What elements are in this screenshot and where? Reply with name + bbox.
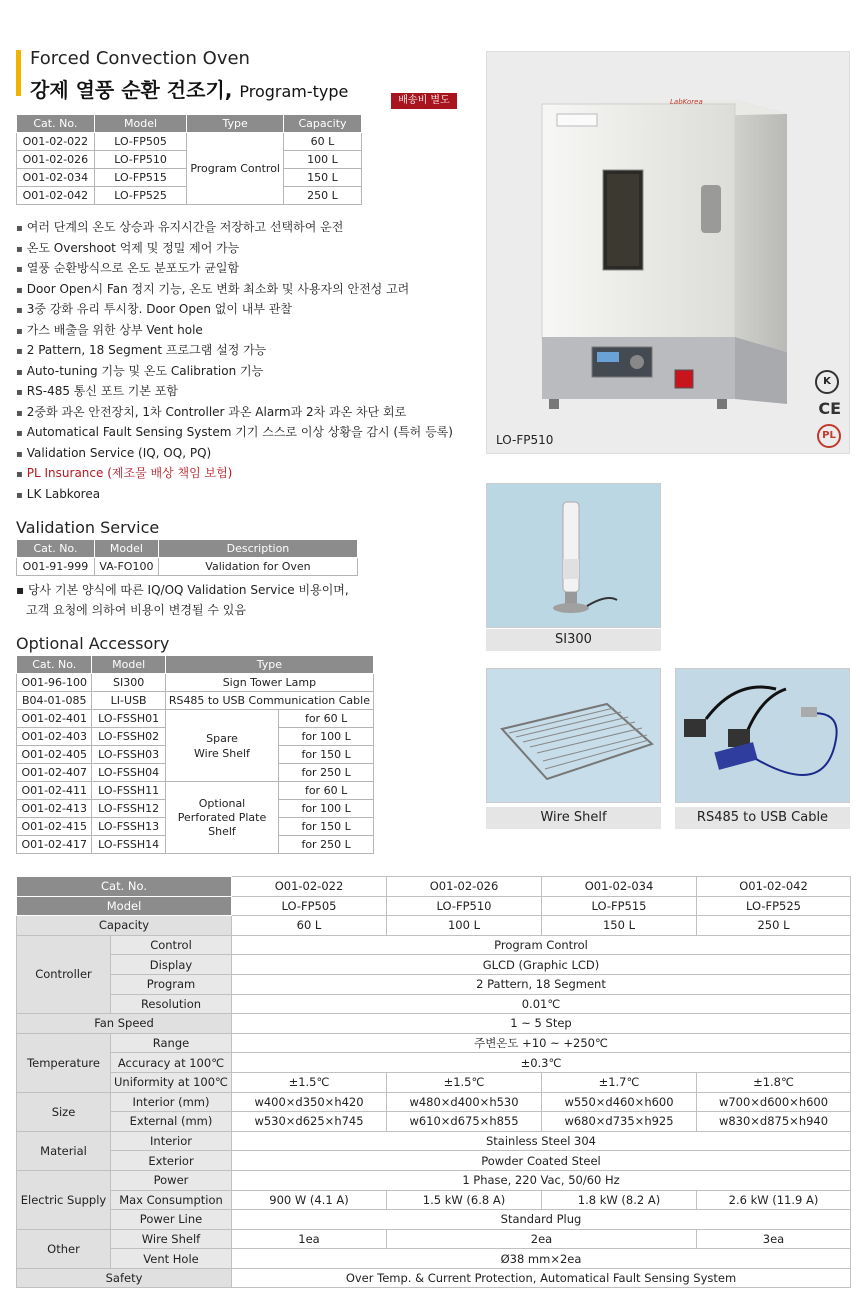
cell-model: LO-FP505 bbox=[94, 133, 187, 151]
cell-cat: O01-02-042 bbox=[17, 187, 95, 205]
spec-model-value: LO-FP525 bbox=[697, 896, 851, 916]
cell-model: LO-FSSH04 bbox=[92, 764, 165, 782]
si300-caption: SI300 bbox=[486, 629, 661, 651]
table-row bbox=[17, 674, 374, 692]
product-table bbox=[16, 114, 362, 205]
spec-cat-value: O01-02-026 bbox=[387, 877, 542, 897]
header-cat: Cat. No. bbox=[17, 656, 92, 674]
cell-capacity: 250 L bbox=[283, 187, 361, 205]
spec-sub-label: Wire Shelf bbox=[111, 1229, 232, 1249]
table-row bbox=[17, 782, 374, 800]
cell-cat: B04-01-085 bbox=[17, 692, 92, 710]
spec-sub-label: Uniformity at 100℃ bbox=[111, 1072, 232, 1092]
spec-sub-label: Resolution bbox=[111, 994, 232, 1014]
spec-row-model bbox=[17, 896, 851, 916]
spec-sub-label: Display bbox=[111, 955, 232, 975]
spec-value: ±0.3℃ bbox=[232, 1053, 851, 1073]
spec-fan-label: Fan Speed bbox=[17, 1014, 232, 1034]
cell-cat: O01-96-100 bbox=[17, 674, 92, 692]
spec-row-power bbox=[17, 1170, 851, 1190]
list-item-pl-insurance: ▪ PL Insurance (제조물 배상 책임 보험) bbox=[16, 463, 453, 484]
spec-capacity-label: Capacity bbox=[17, 916, 232, 936]
oven-illustration bbox=[487, 52, 851, 455]
spec-model-value: LO-FP515 bbox=[542, 896, 697, 916]
cell-model: LO-FSSH14 bbox=[92, 836, 165, 854]
cell-size: for 150 L bbox=[279, 746, 374, 764]
spec-sub-label: Control bbox=[111, 935, 232, 955]
list-item: ▪ 온도 Overshoot 억제 및 정밀 제어 가능 bbox=[16, 238, 453, 259]
spec-group-other: Other bbox=[17, 1229, 111, 1268]
spec-value: 2 Pattern, 18 Segment bbox=[232, 974, 851, 994]
cell-model: LO-FSSH03 bbox=[92, 746, 165, 764]
spec-model-value: LO-FP505 bbox=[232, 896, 387, 916]
spec-value: 0.01℃ bbox=[232, 994, 851, 1014]
cell-size: for 150 L bbox=[279, 818, 374, 836]
note-line-1: ▪ 당사 기본 양식에 따른 IQ/OQ Validation Service 비용이며, bbox=[16, 583, 349, 597]
cell-perf-type: Optional Perforated Plate Shelf bbox=[165, 782, 278, 854]
cell-type: Program Control bbox=[187, 133, 284, 205]
list-item: ▪ Validation Service (IQ, OQ, PQ) bbox=[16, 443, 453, 464]
spec-value: Stainless Steel 304 bbox=[232, 1131, 851, 1151]
cell-model: LI-USB bbox=[92, 692, 165, 710]
spec-row-safety bbox=[17, 1268, 851, 1288]
spec-row-cat bbox=[17, 877, 851, 897]
cell-model: LO-FP515 bbox=[94, 169, 187, 187]
spec-sub-label: External (mm) bbox=[111, 1112, 232, 1132]
spec-model-label: Model bbox=[17, 896, 232, 916]
spec-row-accuracy bbox=[17, 1053, 851, 1073]
cell-model: LO-FSSH02 bbox=[92, 728, 165, 746]
feature-list bbox=[16, 217, 453, 504]
spec-sub-label: Interior (mm) bbox=[111, 1092, 232, 1112]
spec-value: Program Control bbox=[232, 935, 851, 955]
korean-title: 강제 열풍 순환 건조기, Program-type bbox=[30, 78, 349, 102]
list-item: ▪ 2중화 과온 안전장치, 1차 Controller 과온 Alarm과 2차 과온 차단 회로 bbox=[16, 402, 453, 423]
spec-safety-label: Safety bbox=[17, 1268, 232, 1288]
spec-value: ±1.8℃ bbox=[697, 1072, 851, 1092]
cell-cat: O01-02-401 bbox=[17, 710, 92, 728]
cell-cat: O01-02-405 bbox=[17, 746, 92, 764]
spec-row-program bbox=[17, 974, 851, 994]
rs485-cable-caption: RS485 to USB Cable bbox=[675, 807, 850, 829]
cell-model: VA-FO100 bbox=[94, 558, 158, 576]
rs485-cable-image bbox=[675, 668, 850, 803]
validation-title: Validation Service bbox=[16, 518, 160, 537]
table-row bbox=[17, 710, 374, 728]
validation-note bbox=[16, 580, 349, 620]
si300-image bbox=[486, 483, 661, 628]
spec-capacity-value: 250 L bbox=[697, 916, 851, 936]
spec-group-temperature: Temperature bbox=[17, 1033, 111, 1092]
spec-sub-label: Exterior bbox=[111, 1151, 232, 1171]
pl-mark-icon: PL bbox=[817, 424, 841, 448]
spec-capacity-value: 100 L bbox=[387, 916, 542, 936]
header-model: Model bbox=[94, 115, 187, 133]
list-item: ▪ 2 Pattern, 18 Segment 프로그램 설정 가능 bbox=[16, 340, 453, 361]
spec-value: 주변온도 +10 ~ +250℃ bbox=[232, 1033, 851, 1053]
spec-value: ±1.7℃ bbox=[542, 1072, 697, 1092]
sign-tower-lamp-illustration bbox=[487, 484, 662, 629]
spec-sub-label: Power bbox=[111, 1170, 232, 1190]
spec-row-max-consumption bbox=[17, 1190, 851, 1210]
spec-value: 1 ~ 5 Step bbox=[232, 1014, 851, 1034]
spec-row-interior-size bbox=[17, 1092, 851, 1112]
cell-model: LO-FSSH01 bbox=[92, 710, 165, 728]
shipping-badge: 배송비 별도 bbox=[391, 93, 457, 109]
spec-model-value: LO-FP510 bbox=[387, 896, 542, 916]
spec-value: w610×d675×h855 bbox=[387, 1112, 542, 1132]
accessory-title: Optional Accessory bbox=[16, 634, 170, 653]
ce-mark-icon: CE bbox=[818, 399, 841, 418]
header-model: Model bbox=[94, 540, 158, 558]
list-item: ▪ LK Labkorea bbox=[16, 484, 453, 505]
spec-value: Over Temp. & Current Protection, Automatical Fault Sensing System bbox=[232, 1268, 851, 1288]
spec-sub-label: Range bbox=[111, 1033, 232, 1053]
cell-size: for 60 L bbox=[279, 782, 374, 800]
cell-type: RS485 to USB Communication Cable bbox=[165, 692, 373, 710]
spec-row-range bbox=[17, 1033, 851, 1053]
cell-size: for 60 L bbox=[279, 710, 374, 728]
spec-value: Standard Plug bbox=[232, 1210, 851, 1230]
spec-row-material-exterior bbox=[17, 1151, 851, 1171]
cell-model: LO-FP525 bbox=[94, 187, 187, 205]
list-item: ▪ 열풍 순환방식으로 온도 분포도가 균일함 bbox=[16, 258, 453, 279]
kc-mark-icon: K bbox=[815, 370, 839, 394]
cell-model: LO-FSSH13 bbox=[92, 818, 165, 836]
spec-row-external-size bbox=[17, 1112, 851, 1132]
cell-cat: O01-02-417 bbox=[17, 836, 92, 854]
wire-shelf-illustration bbox=[487, 669, 662, 804]
spec-value: ±1.5℃ bbox=[387, 1072, 542, 1092]
validation-header bbox=[17, 540, 358, 558]
cell-cat: O01-02-034 bbox=[17, 169, 95, 187]
cell-model: LO-FSSH11 bbox=[92, 782, 165, 800]
oven-model-label: LO-FP510 bbox=[496, 433, 554, 447]
wire-shelf-image bbox=[486, 668, 661, 803]
header-type: Type bbox=[187, 115, 284, 133]
cell-spare-type: Spare Wire Shelf bbox=[165, 710, 278, 782]
spec-value: 3ea bbox=[697, 1229, 851, 1249]
spec-value: Ø38 mm×2ea bbox=[232, 1249, 851, 1269]
header-cat: Cat. No. bbox=[17, 115, 95, 133]
cell-cat: O01-02-413 bbox=[17, 800, 92, 818]
cell-model: LO-FSSH12 bbox=[92, 800, 165, 818]
header-cat: Cat. No. bbox=[17, 540, 95, 558]
spec-value: 900 W (4.1 A) bbox=[232, 1190, 387, 1210]
cell-model: LO-FP510 bbox=[94, 151, 187, 169]
spec-cat-value: O01-02-022 bbox=[232, 877, 387, 897]
spec-value: 1.5 kW (6.8 A) bbox=[387, 1190, 542, 1210]
spec-value: w830×d875×h940 bbox=[697, 1112, 851, 1132]
accessory-table bbox=[16, 655, 374, 854]
spec-value: 1 Phase, 220 Vac, 50/60 Hz bbox=[232, 1170, 851, 1190]
spec-row-vent-hole bbox=[17, 1249, 851, 1269]
spec-row-power-line bbox=[17, 1210, 851, 1230]
cell-cat: O01-02-407 bbox=[17, 764, 92, 782]
oven-product-image bbox=[486, 51, 850, 454]
cell-model: SI300 bbox=[92, 674, 165, 692]
spec-cat-label: Cat. No. bbox=[17, 877, 232, 897]
spec-sub-label: Program bbox=[111, 974, 232, 994]
spec-value: w400×d350×h420 bbox=[232, 1092, 387, 1112]
spec-value: 2.6 kW (11.9 A) bbox=[697, 1190, 851, 1210]
spec-sub-label: Accuracy at 100℃ bbox=[111, 1053, 232, 1073]
cell-type: Sign Tower Lamp bbox=[165, 674, 373, 692]
specification-table bbox=[16, 876, 851, 1288]
product-table-header bbox=[17, 115, 362, 133]
list-item: ▪ 3중 강화 유리 투시창. Door Open 없이 내부 관찰 bbox=[16, 299, 453, 320]
spec-value: ±1.5℃ bbox=[232, 1072, 387, 1092]
wire-shelf-caption: Wire Shelf bbox=[486, 807, 661, 829]
spec-group-size: Size bbox=[17, 1092, 111, 1131]
spec-value: GLCD (Graphic LCD) bbox=[232, 955, 851, 975]
cell-cat: O01-02-022 bbox=[17, 133, 95, 151]
table-row bbox=[17, 558, 358, 576]
spec-row-wire-shelf bbox=[17, 1229, 851, 1249]
spec-value: 1ea bbox=[232, 1229, 387, 1249]
spec-sub-label: Interior bbox=[111, 1131, 232, 1151]
spec-cat-value: O01-02-034 bbox=[542, 877, 697, 897]
cell-cat: O01-02-403 bbox=[17, 728, 92, 746]
spec-sub-label: Power Line bbox=[111, 1210, 232, 1230]
spec-value: w530×d625×h745 bbox=[232, 1112, 387, 1132]
cell-size: for 250 L bbox=[279, 764, 374, 782]
cell-cat: O01-02-415 bbox=[17, 818, 92, 836]
usb-cable-illustration bbox=[676, 669, 851, 804]
list-item: ▪ Automatical Fault Sensing System 기기 스스로 이상 상황을 감시 (특허 등록) bbox=[16, 422, 453, 443]
spec-capacity-value: 150 L bbox=[542, 916, 697, 936]
spec-value: Powder Coated Steel bbox=[232, 1151, 851, 1171]
spec-group-electric: Electric Supply bbox=[17, 1170, 111, 1229]
cell-cat: O01-91-999 bbox=[17, 558, 95, 576]
cell-capacity: 100 L bbox=[283, 151, 361, 169]
spec-value: 1.8 kW (8.2 A) bbox=[542, 1190, 697, 1210]
cell-cat: O01-02-026 bbox=[17, 151, 95, 169]
spec-value: w680×d735×h925 bbox=[542, 1112, 697, 1132]
list-item: ▪ Auto-tuning 기능 및 온도 Calibration 기능 bbox=[16, 361, 453, 382]
cell-size: for 100 L bbox=[279, 800, 374, 818]
accessory-header bbox=[17, 656, 374, 674]
list-item: ▪ 여러 단계의 온도 상승과 유지시간을 저장하고 선택하여 운전 bbox=[16, 217, 453, 238]
header-type: Type bbox=[165, 656, 373, 674]
oven-brand-label: LabKorea bbox=[670, 98, 703, 106]
spec-value: w480×d400×h530 bbox=[387, 1092, 542, 1112]
spec-sub-label: Max Consumption bbox=[111, 1190, 232, 1210]
spec-sub-label: Vent Hole bbox=[111, 1249, 232, 1269]
cell-cat: O01-02-411 bbox=[17, 782, 92, 800]
spec-value: 2ea bbox=[387, 1229, 697, 1249]
spec-row-control bbox=[17, 935, 851, 955]
english-title: Forced Convection Oven bbox=[30, 48, 250, 69]
cell-description: Validation for Oven bbox=[158, 558, 357, 576]
spec-row-material-interior bbox=[17, 1131, 851, 1151]
header-description: Description bbox=[158, 540, 357, 558]
header-capacity: Capacity bbox=[283, 115, 361, 133]
spec-value: w550×d460×h600 bbox=[542, 1092, 697, 1112]
spec-row-capacity bbox=[17, 916, 851, 936]
table-row bbox=[17, 133, 362, 151]
spec-row-fan bbox=[17, 1014, 851, 1034]
note-line-2: 고객 요청에 의하여 비용이 변경될 수 있음 bbox=[26, 603, 246, 617]
spec-value: w700×d600×h600 bbox=[697, 1092, 851, 1112]
list-item: ▪ Door Open시 Fan 정지 기능, 온도 변화 최소화 및 사용자의 안전성 고려 bbox=[16, 279, 453, 300]
spec-group-material: Material bbox=[17, 1131, 111, 1170]
header-model: Model bbox=[92, 656, 165, 674]
spec-cat-value: O01-02-042 bbox=[697, 877, 851, 897]
cell-capacity: 150 L bbox=[283, 169, 361, 187]
spec-capacity-value: 60 L bbox=[232, 916, 387, 936]
spec-group-controller: Controller bbox=[17, 935, 111, 1013]
list-item: ▪ 가스 배출을 위한 상부 Vent hole bbox=[16, 320, 453, 341]
spec-row-uniformity bbox=[17, 1072, 851, 1092]
list-item: ▪ RS-485 통신 포트 기본 포함 bbox=[16, 381, 453, 402]
spec-row-resolution bbox=[17, 994, 851, 1014]
table-row bbox=[17, 692, 374, 710]
validation-table bbox=[16, 539, 358, 576]
cell-size: for 100 L bbox=[279, 728, 374, 746]
cell-capacity: 60 L bbox=[283, 133, 361, 151]
spec-row-display bbox=[17, 955, 851, 975]
cell-size: for 250 L bbox=[279, 836, 374, 854]
title-accent-bar bbox=[16, 50, 21, 96]
